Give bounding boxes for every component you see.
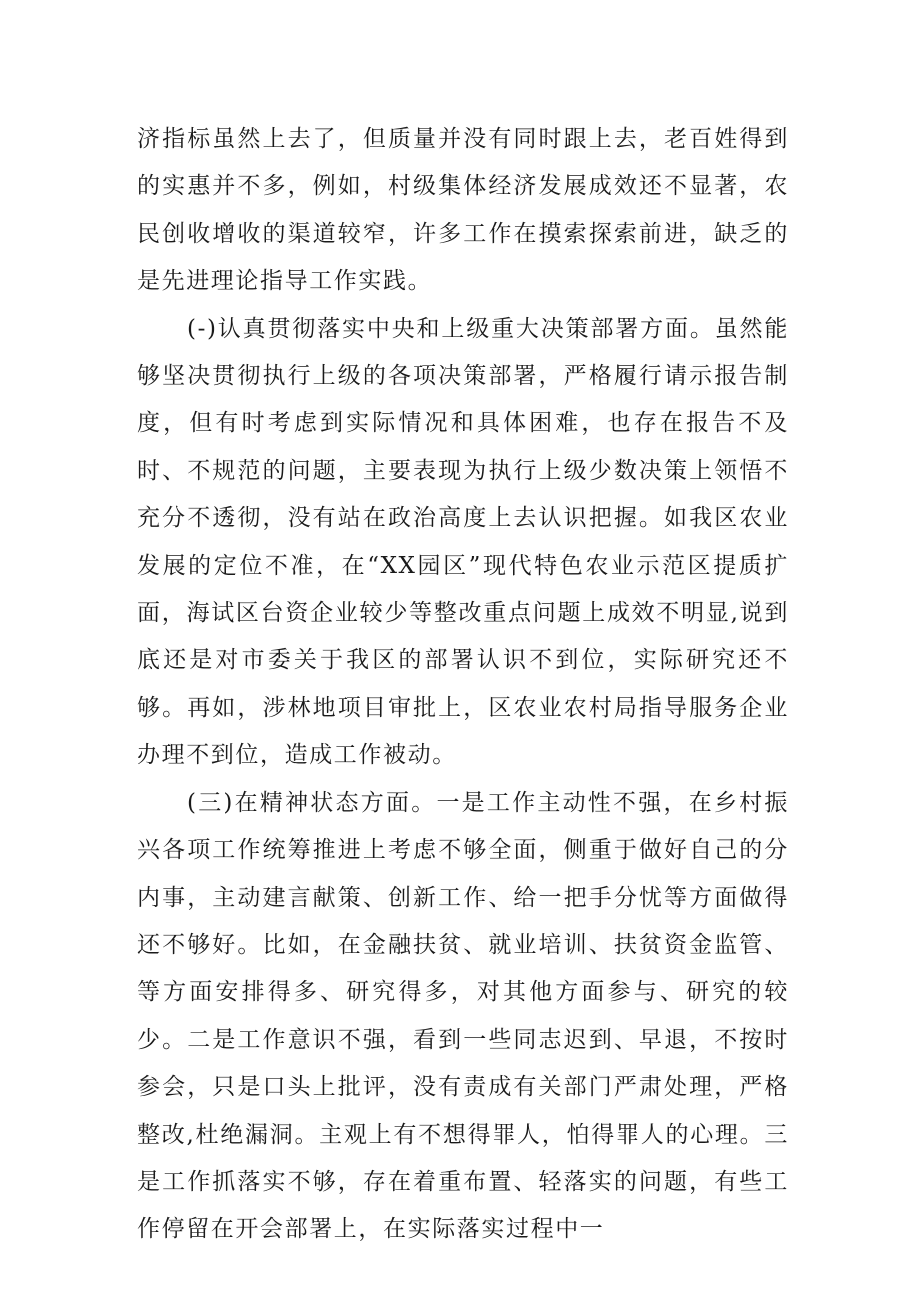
paragraph-3: (三)在精神状态方面。一是工作主动性不强，在乡村振兴各项工作统筹推进上考虑不够全面，侧重于做好自己的分内事，主动建言献策、创新工作、给一把手分忧等方面做得还不够好。比如，在金融扶贫、就业培训、扶贫资金监管、等方面安排得多、研究得多，对其他方面参与、研究的较少。二是工作意识不强，看到一些同志迟到、早退，不按时参会，只是口头上批评，没有责成有关部门严肃处理，严格整改,杜绝漏洞。主观上有不想得罪人，怕得罪人的心理。三是工作抓落实不够，存在着重布置、轻落实的问题，有些工作停留在开会部署上，在实际落实过程中一 [137, 789, 789, 1243]
paragraph-1: 济指标虽然上去了，但质量并没有同时跟上去，老百姓得到的实惠并不多，例如，村级集体经济发展成效还不显著，农民创收增收的渠道较窄，许多工作在摸索探索前进，缺乏的是先进理论指导工作实践。 [137, 126, 789, 295]
paragraph-2: (-)认真贯彻落实中央和上级重大决策部署方面。虽然能够坚决贯彻执行上级的各项决策部署，严格履行请示报告制度，但有时考虑到实际情况和具体困难，也存在报告不及时、不规范的问题，主要表现为执行上级少数决策上领悟不充分不透彻，没有站在政治高度上去认识把握。如我区农业发展的定位不准，在“XX园区”现代特色农业示范区提质扩面，海试区台资企业较少等整改重点问题上成效不明显,说到底还是对市委关于我区的部署认识不到位，实际研究还不够。再如，涉林地项目审批上，区农业农村局指导服务企业办理不到位，造成工作被动。 [137, 315, 789, 769]
document-body [137, 116, 789, 1254]
